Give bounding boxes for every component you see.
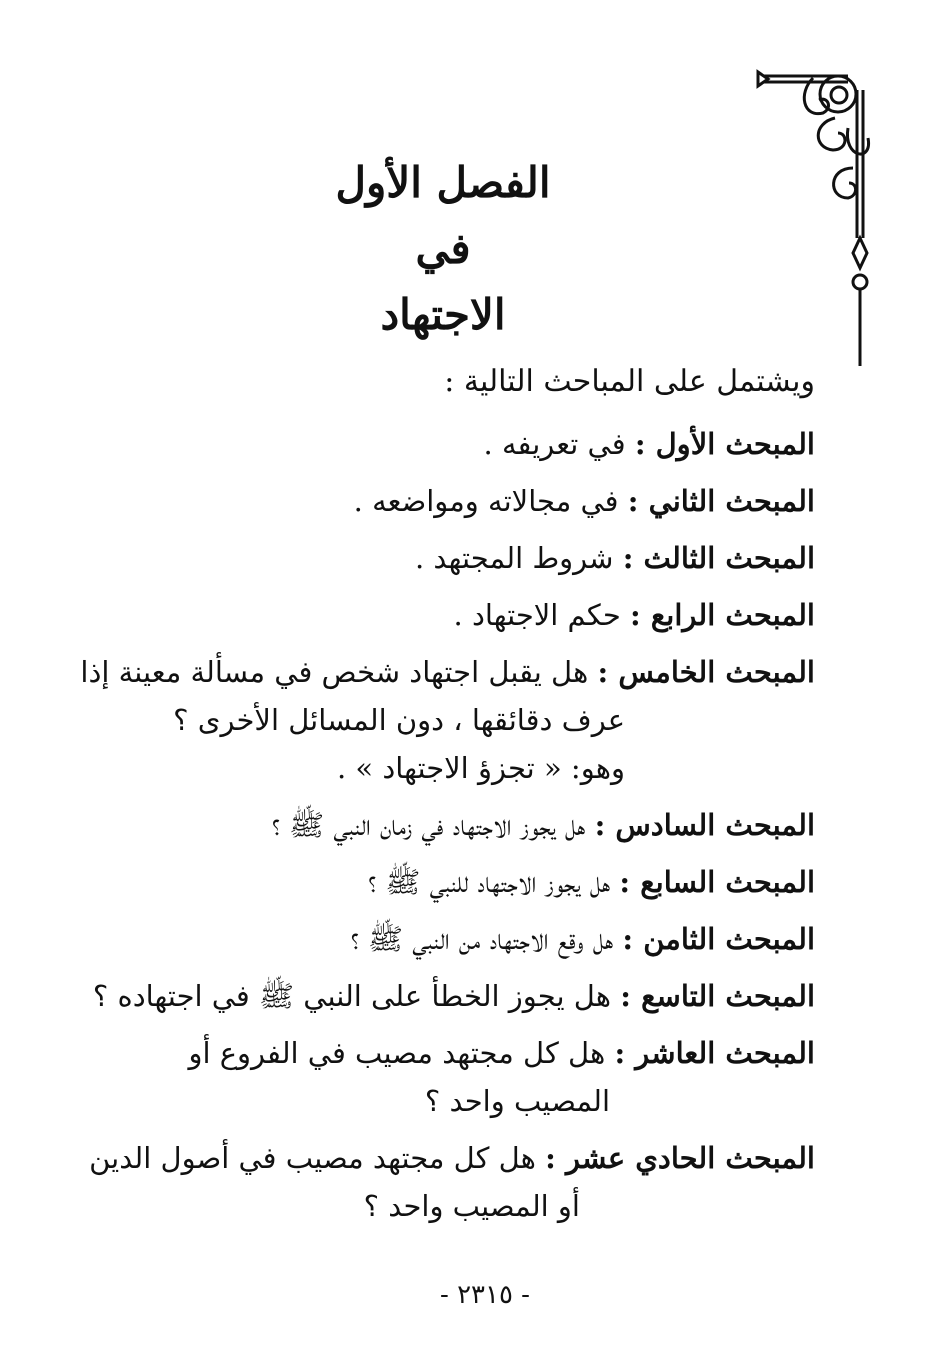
topic-label: المبحث الثالث :: [622, 541, 815, 575]
topic-text: هل يجوز الاجتهاد للنبي ﷺ ؟: [368, 865, 611, 899]
chapter-preposition: في: [415, 224, 471, 273]
topic-label: المبحث الثامن :: [622, 922, 815, 956]
topic-continuation: أو المصيب واحد ؟: [363, 1189, 580, 1223]
topic-text: شروط المجتهد .: [414, 541, 614, 575]
list-item: [125, 534, 815, 582]
chapter-title: الفصل الأول: [335, 158, 551, 207]
list-item: [89, 1134, 815, 1230]
chapter-heading: [313, 150, 573, 348]
topic-text: هل يجوز الخطأ على النبي ﷺ في اجتهاده ؟: [92, 979, 612, 1013]
topic-text: هل كل مجتهد مصيب في أصول الدين: [89, 1141, 536, 1175]
topic-continuation: المصيب واحد ؟: [424, 1084, 610, 1118]
topic-label: المبحث الأول :: [634, 427, 815, 461]
page-number: - ٢٣١٥ -: [440, 1280, 530, 1310]
topic-label: المبحث السابع :: [619, 865, 815, 899]
list-item: [125, 420, 815, 468]
topic-text: في تعريفه .: [483, 427, 626, 461]
list-item: [92, 972, 815, 1020]
topic-label: المبحث السادس :: [594, 808, 815, 842]
list-item: [125, 591, 815, 639]
topics-list: [80, 420, 815, 1239]
topic-text: هل يجوز الاجتهاد في زمان النبي ﷺ ؟: [271, 808, 586, 842]
topic-text: هل وقع الاجتهاد من النبي ﷺ ؟: [350, 922, 614, 956]
chapter-subject: الاجتهاد: [380, 290, 506, 339]
list-item: [125, 915, 815, 963]
corner-ornament-icon: [753, 68, 873, 368]
topic-label: المبحث الخامس :: [597, 655, 815, 689]
list-item: [125, 477, 815, 525]
topic-text: حكم الاجتهاد .: [453, 598, 621, 632]
list-item: [125, 1029, 815, 1125]
topic-label: المبحث الرابع :: [630, 598, 815, 632]
topic-continuation: عرف دقائقها ، دون المسائل الأخرى ؟: [173, 703, 625, 737]
topic-label: المبحث الثاني :: [627, 484, 815, 518]
topic-text: هل كل مجتهد مصيب في الفروع أو: [188, 1036, 606, 1070]
topic-continuation-2: وهو: « تجزؤ الاجتهاد » .: [336, 751, 625, 785]
list-item: [80, 648, 815, 792]
list-item: [125, 801, 815, 849]
topic-label: المبحث العاشر :: [614, 1036, 815, 1070]
topic-text: في مجالاته ومواضعه .: [353, 484, 619, 518]
topic-text: هل يقبل اجتهاد شخص في مسألة معينة إذا: [80, 655, 589, 689]
list-item: [125, 858, 815, 906]
intro-text: ويشتمل على المباحث التالية :: [444, 364, 815, 399]
topic-label: المبحث التاسع :: [620, 979, 815, 1013]
topic-label: المبحث الحادي عشر :: [545, 1141, 815, 1175]
